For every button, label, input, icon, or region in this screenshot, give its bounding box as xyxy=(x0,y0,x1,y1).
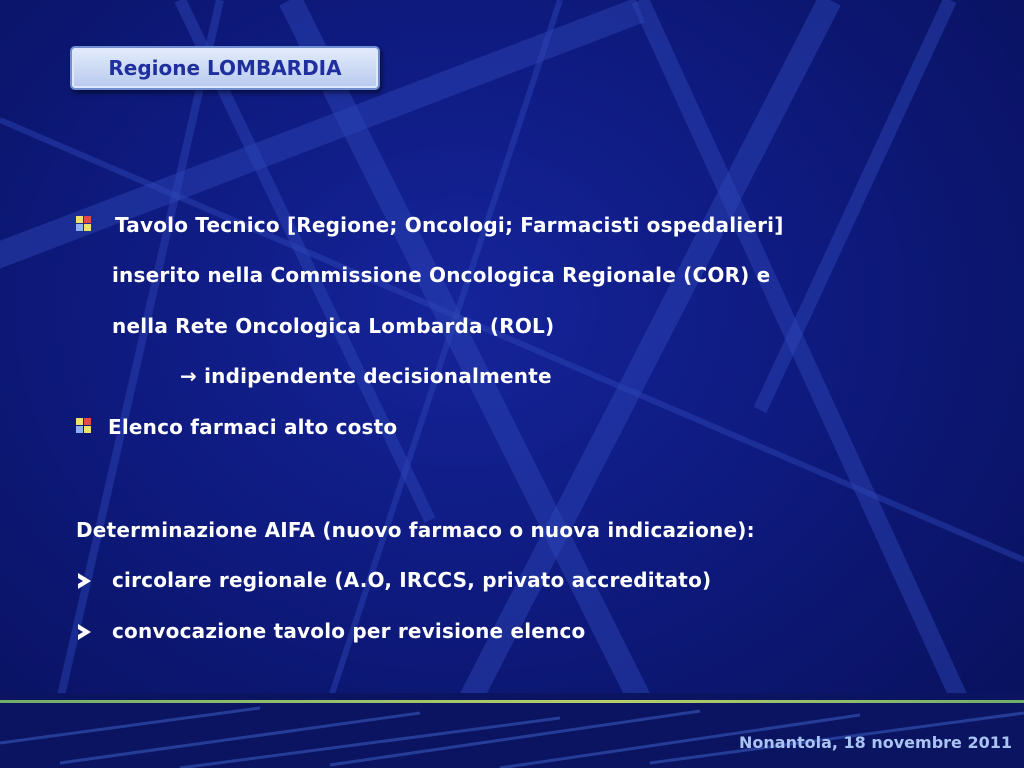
footer-date: Nonantola, 18 novembre 2011 xyxy=(739,733,1012,752)
arrow-bullet-icon xyxy=(78,624,91,640)
arrow-item-2: convocazione tavolo per revisione elenco xyxy=(112,619,586,643)
bullet1-sub: → indipendente decisionalmente xyxy=(180,364,552,388)
bullet1-line3: nella Rete Oncologica Lombarda (ROL) xyxy=(112,314,555,338)
square-bullet-icon xyxy=(76,216,92,232)
section-heading: Determinazione AIFA (nuovo farmaco o nuova indicazione): xyxy=(76,518,755,542)
bullet1-line1: Tavolo Tecnico [Regione; Oncologi; Farmacisti ospedalieri] xyxy=(115,213,784,237)
arrow-item-1: circolare regionale (A.O, IRCCS, privato accreditato) xyxy=(112,568,712,592)
square-bullet-icon xyxy=(76,418,92,434)
bullet1-line2: inserito nella Commissione Oncologica Regionale (COR) e xyxy=(112,263,771,287)
bullet2-text: Elenco farmaci alto costo xyxy=(108,415,398,439)
slide-title: Regione LOMBARDIA xyxy=(108,56,342,80)
arrow-bullet-icon xyxy=(78,573,91,589)
title-box xyxy=(70,46,380,90)
